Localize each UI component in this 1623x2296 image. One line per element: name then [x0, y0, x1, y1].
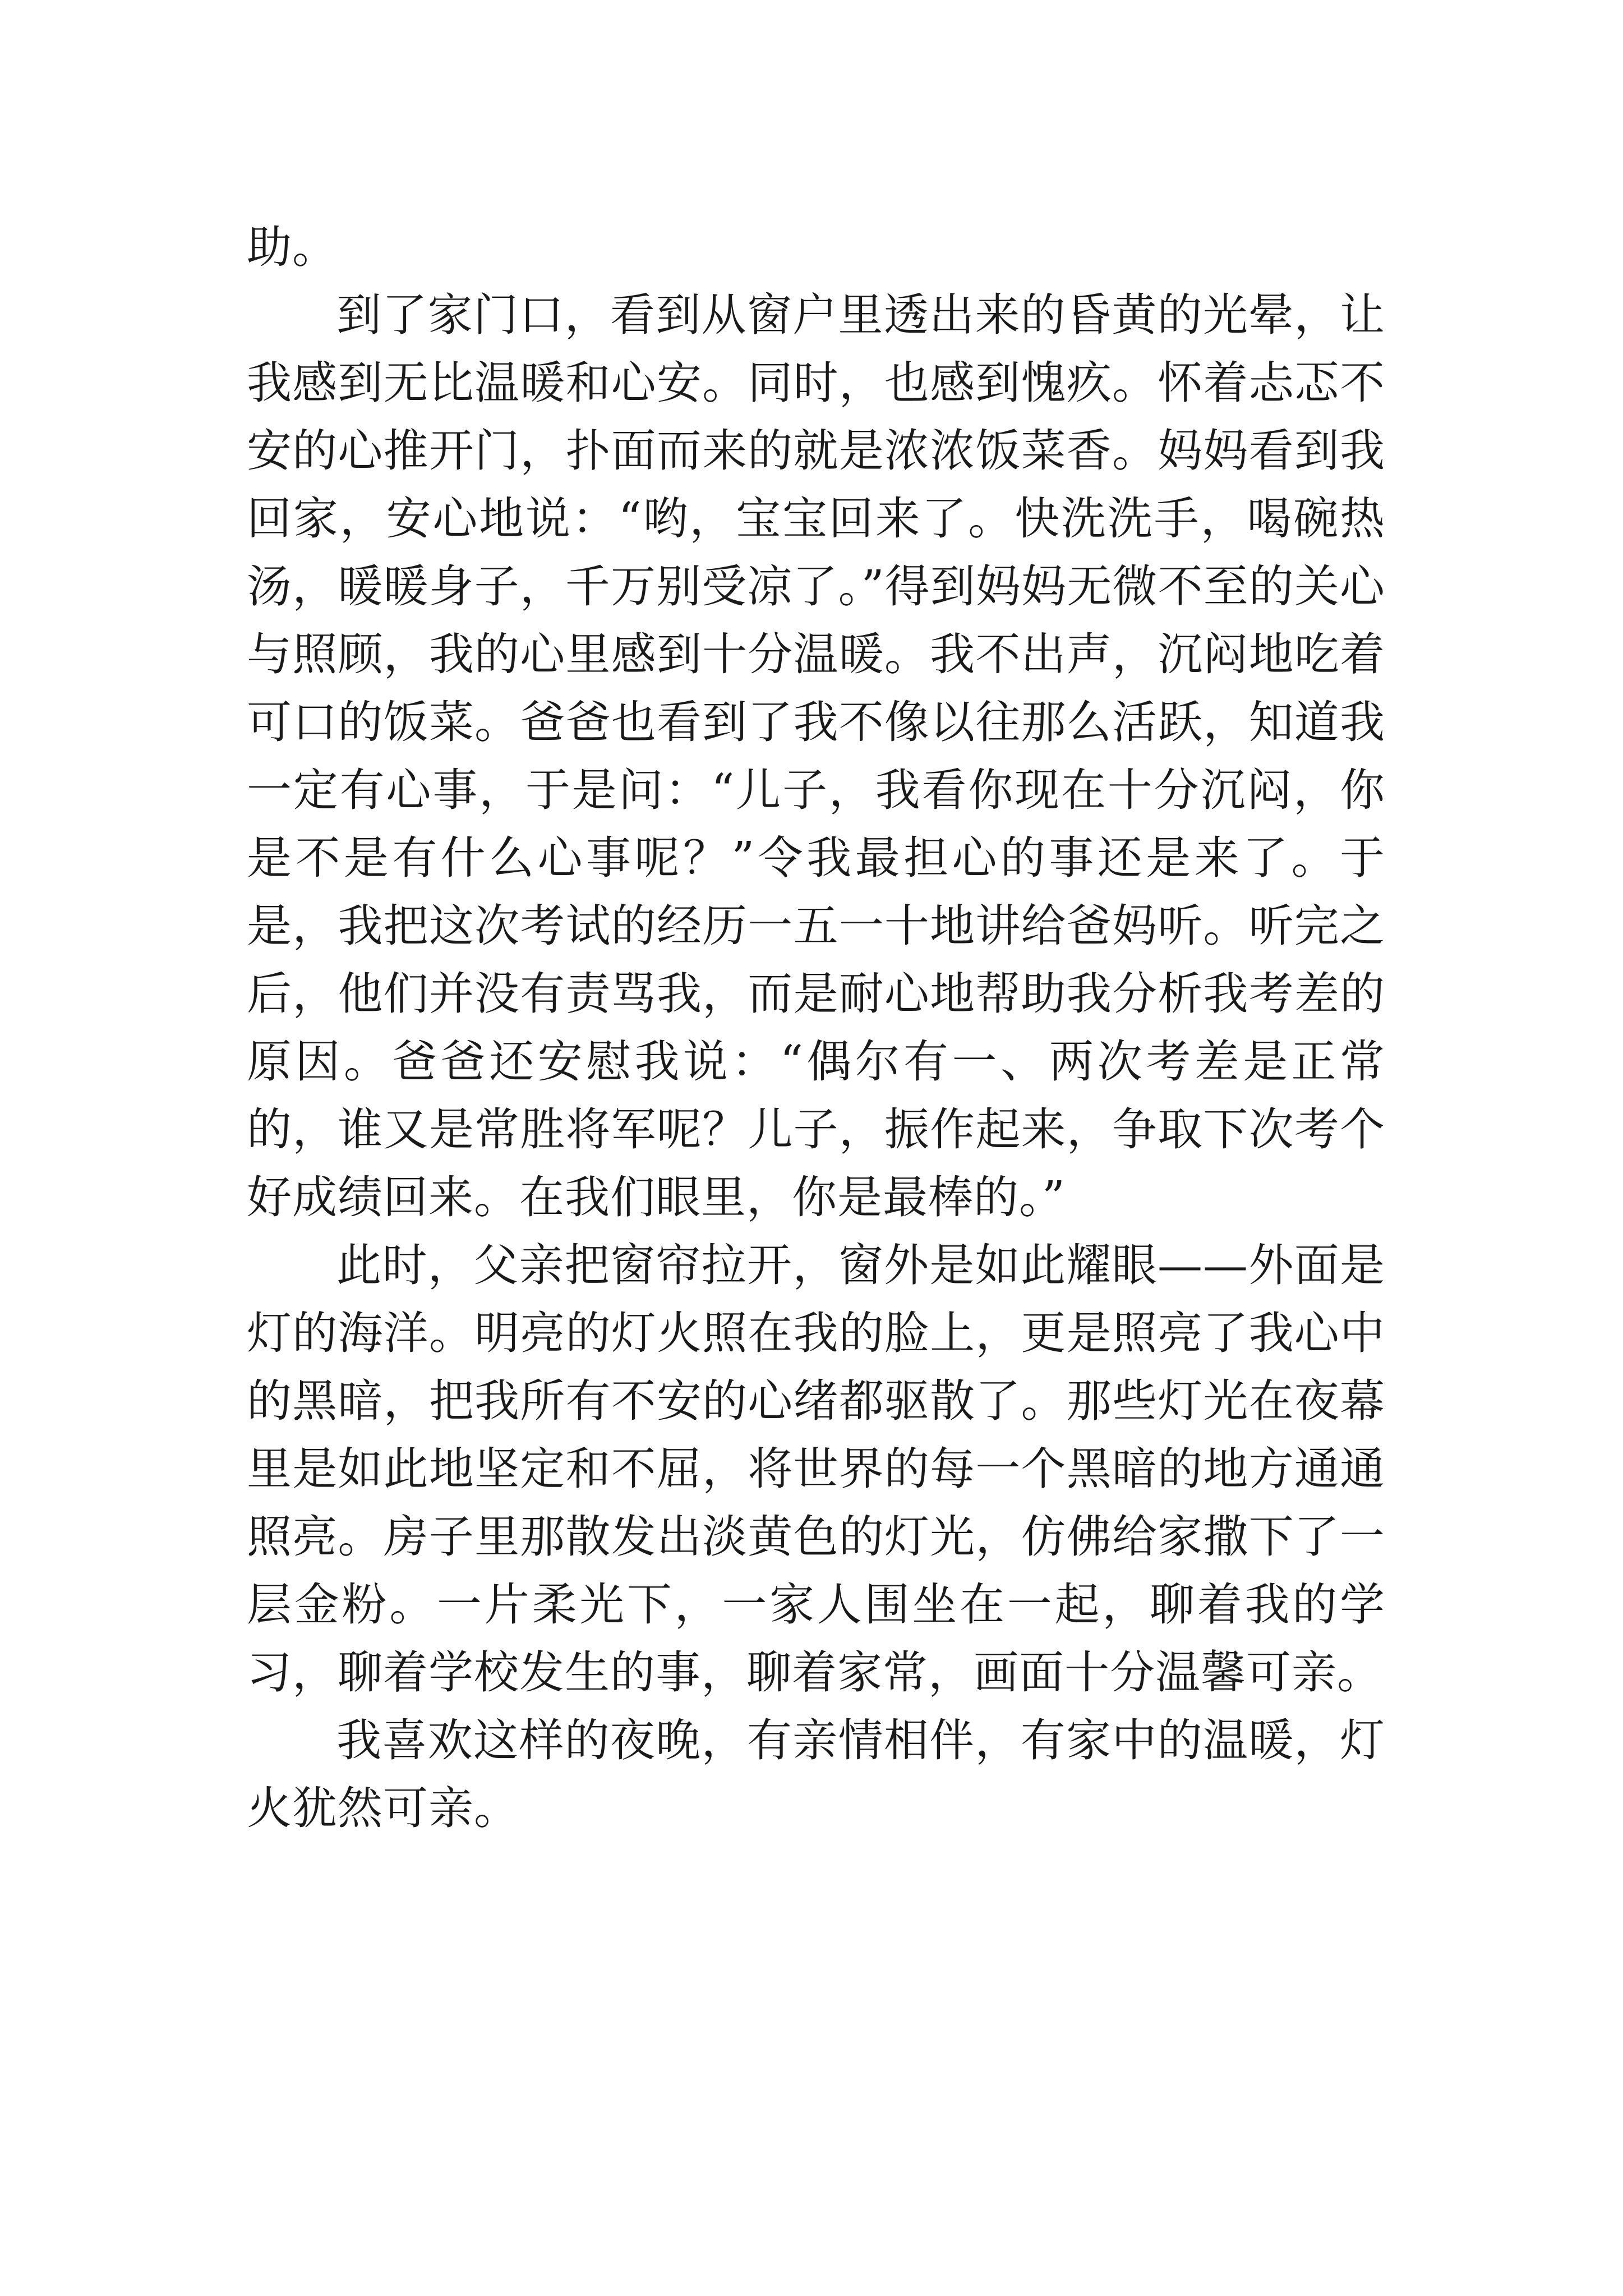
paragraph-lights-outside: 此时，父亲把窗帘拉开，窗外是如此耀眼——外面是灯的海洋。明亮的灯火照在我的脸上，更是照亮了我心中的黑暗，把我所有不安的心绪都驱散了。那些灯光在夜幕里是如此地坚定和不屈，将世界的每一个黑暗的地方通通照亮。房子里那散发出淡黄色的灯光，仿佛给家撒下了一层金粉。一片柔光下，一家人围坐在一起，聊着我的学习，聊着学校发生的事，聊着家常，画面十分温馨可亲。: [247, 1239, 1385, 1699]
paragraph-arriving-home: 到了家门口，看到从窗户里透出来的昏黄的光晕，让我感到无比温暖和心安。同时，也感到愧疚。怀着忐忑不安的心推开门，扑面而来的就是浓浓饭菜香。妈妈看到我回家，安心地说：“哟，宝宝回来了。快洗洗手，喝碗热汤，暖暖身子，千万别受凉了。”得到妈妈无微不至的关心与照顾，我的心里感到十分温暖。我不出声，沉闷地吃着可口的饭菜。爸爸也看到了我不像以往那么活跃，知道我一定有心事，于是问：“儿子，我看你现在十分沉闷，你是不是有什么心事呢？”令我最担心的事还是来了。于是，我把这次考试的经历一五一十地讲给爸妈听。听完之后，他们并没有责骂我，而是耐心地帮助我分析我考差的原因。爸爸还安慰我说：“偶尔有一、两次考差是正常的，谁又是常胜将军呢？儿子，振作起来，争取下次考个好成绩回来。在我们眼里，你是最棒的。”: [247, 289, 1385, 1223]
paragraph-continuation: 助。: [247, 221, 338, 273]
paragraph-closing: 我喜欢这样的夜晚，有亲情相伴，有家中的温暖，灯火犹然可亲。: [247, 1714, 1385, 1834]
body-text: [247, 213, 1385, 1842]
